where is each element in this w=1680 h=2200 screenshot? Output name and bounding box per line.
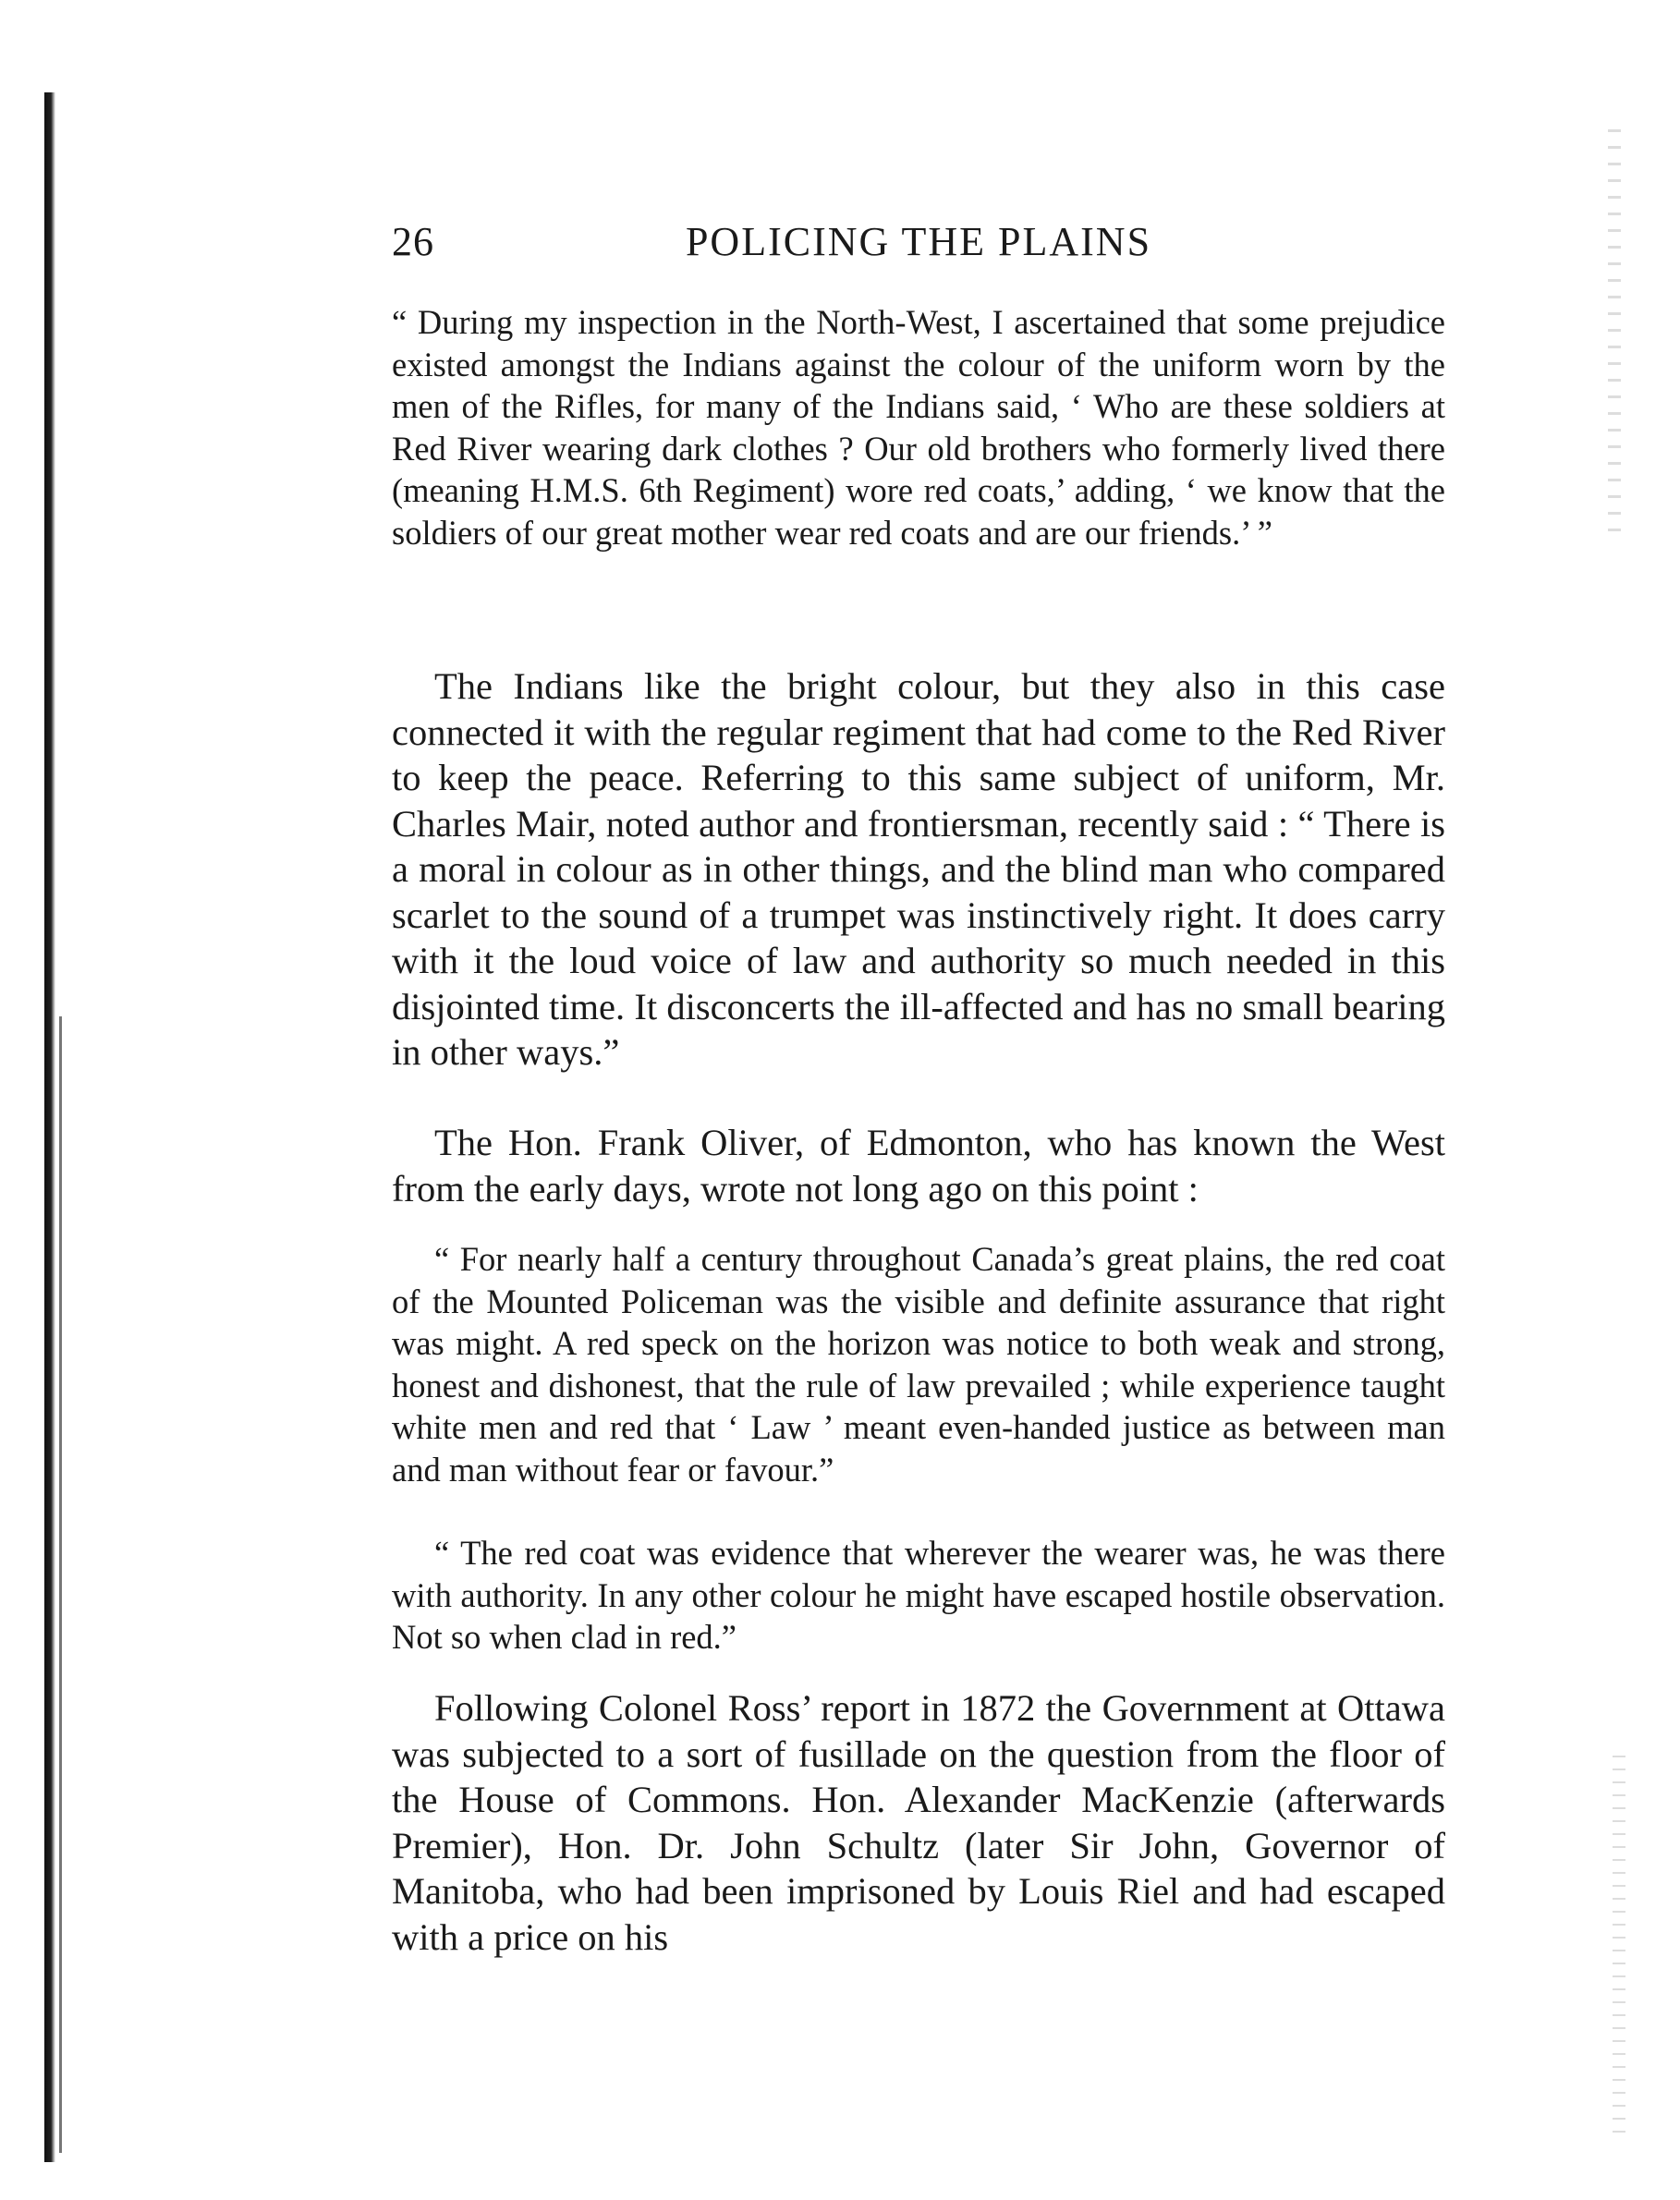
binding-shadow	[44, 92, 55, 2162]
paragraph-4: “ For nearly half a century throughout Canada’s great plains, the red coat of the Mounted Policeman was the visible and definite assurance that right was might. A red speck on the horizon was notice to both weak and strong, honest and dishonest, that the rule of law prevailed ; while experience taught white men and red that ‘ Law ’ meant even-handed justice as between man and man without fear or favour.”	[392, 1240, 1445, 1489]
quote-oliver-first	[392, 1238, 1445, 1490]
quote-ross-inspection	[392, 301, 1445, 553]
page-number: 26	[392, 219, 434, 264]
margin-specks-bottom	[1613, 1756, 1625, 2144]
paragraph-6: Following Colonel Ross’ report in 1872 the Government at Ottawa was subjected to a sort of fusillade on the question from the floor of the House of Commons. Hon. Alexander MacKenzie (afterwards Premier), Hon. Dr. John Schultz (later Sir John, Governor of Manitoba, who had been imprisoned by Louis Riel and had escaped with a price on his	[392, 1687, 1445, 1958]
paragraph-3: The Hon. Frank Oliver, of Edmonton, who has known the West from the early days, wrote not long ago on this point :	[392, 1122, 1445, 1209]
body-paragraph-uniform-colour	[392, 663, 1445, 1076]
body-paragraph-frank-oliver	[392, 1120, 1445, 1211]
body-paragraph-colonel-ross-report	[392, 1685, 1445, 1960]
quote-oliver-second	[392, 1532, 1445, 1659]
paragraph-1: “ During my inspection in the North-West, I ascertained that some prejudice existed amongst the Indians against the colour of the uniform worn by the men of the Rifles, for many of the Indians said, ‘ Who are these soldiers at Red River wearing dark clothes ? Our old brothers who formerly lived there (meaning H.M.S. 6th Regiment) wore red coats,’ adding, ‘ we know that the soldiers of our great mother wear red coats and are our friends.’ ”	[392, 303, 1445, 552]
paragraph-5: “ The red coat was evidence that wherever the wearer was, he was there with authority. In any other colour he might have escaped hostile observation. Not so when clad in red.”	[392, 1534, 1445, 1656]
binding-shadow-line	[59, 1016, 62, 2153]
page-header	[392, 218, 1445, 270]
paragraph-2: The Indians like the bright colour, but they also in this case connected it with the regular regiment that had come to the Red River to keep the peace. Referring to this same subject of uniform, Mr. Charles Mair, noted author and frontiersman, recently said : “ There is a moral in colour as in other things, and the blind man who compared scarlet to the sound of a trumpet was instinctively right. It does carry with it the loud voice of law and authority so much needed in this disjointed time. It disconcerts the ill-affected and has no small bearing in other ways.”	[392, 665, 1445, 1073]
running-title: POLICING THE PLAINS	[685, 219, 1152, 264]
margin-specks-top	[1608, 129, 1621, 545]
